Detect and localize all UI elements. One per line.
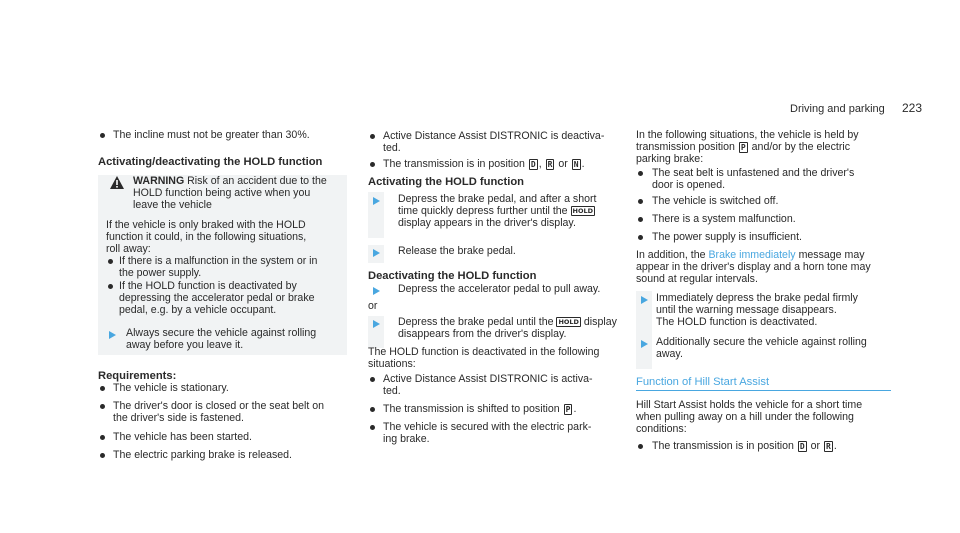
bullet — [370, 134, 375, 139]
c3-step1-1: Immediately depress the brake pedal firmly — [656, 292, 858, 304]
gear-r-icon: R — [547, 160, 553, 169]
c3-step1-3: The HOLD function is deactivated. — [656, 316, 818, 328]
c3-hill-2: when pulling away on a hill under the following — [636, 411, 854, 423]
c2-b1-2: ted. — [383, 142, 401, 154]
c2-s1-2: time quickly depress further until the HOLD — [398, 205, 594, 217]
gear-p-icon: P — [565, 405, 571, 414]
running-header — [790, 103, 885, 116]
warning-b1-2: the power supply. — [119, 267, 202, 279]
c3-intro-1: In the following situations, the vehicle is held by — [636, 129, 859, 141]
c3-hill-b: The transmission is in position D or R . — [652, 440, 837, 452]
bullet — [100, 133, 105, 138]
bullet — [370, 377, 375, 382]
c3-b1-1: The seat belt is unfastened and the driver's — [652, 167, 855, 179]
bullet — [108, 259, 113, 264]
c3-step2-2: away. — [656, 348, 683, 360]
section-name: Driving and parking — [790, 103, 885, 115]
c2-d2: The transmission is shifted to position P . — [383, 403, 577, 415]
c2-s2: Release the brake pedal. — [398, 245, 516, 257]
gear-r-icon: R — [826, 442, 831, 451]
c3-hill-1: Hill Start Assist holds the vehicle for a short time — [636, 399, 863, 411]
heading-activating-deactivating: Activating/deactivating the HOLD function — [98, 156, 323, 168]
bullet — [638, 199, 643, 204]
step-arrow-icon — [373, 249, 380, 257]
c2-s4-1: Depress the brake pedal until the HOLD display — [398, 316, 617, 328]
req-2-2: the driver's side is fastened. — [113, 412, 244, 424]
c2-b2: The transmission is in position D , R or N . — [383, 158, 585, 170]
step-arrow-icon — [373, 197, 380, 205]
warning-b1-1: If there is a malfunction in the system or in — [119, 255, 318, 267]
c2-or: or — [368, 300, 378, 312]
step-arrow-icon — [109, 331, 116, 339]
bullet — [100, 435, 105, 440]
c3-intro-3: parking brake: — [636, 153, 704, 165]
warning-line3: leave the vehicle — [133, 199, 212, 211]
c3-addition-3: sound at regular intervals. — [636, 273, 758, 285]
c2-s1-3: display appears in the driver's display. — [398, 217, 576, 229]
c3-intro-2: transmission position P and/or by the electric — [636, 141, 850, 153]
warning-line1: WARNING Risk of an accident due to the — [133, 175, 327, 187]
requirements-heading: Requirements: — [98, 370, 177, 382]
gear-d-icon: D — [799, 442, 805, 451]
c2-d3-1: The vehicle is secured with the electric park- — [383, 421, 592, 433]
hold-icon: HOLD — [572, 207, 594, 215]
req-2-1: The driver's door is closed or the seat belt on — [113, 400, 325, 412]
gear-p-icon: P — [740, 143, 746, 152]
gear-d-icon: D — [530, 160, 536, 169]
warning-step-2: away before you leave it. — [126, 339, 244, 351]
bullet — [100, 386, 105, 391]
c2-s1-1: Depress the brake pedal, and after a short — [398, 193, 597, 205]
warning-body-2: function it could, in the following situations, — [106, 231, 307, 243]
incline-text: The incline must not be greater than 30%. — [113, 129, 310, 141]
warning-title: WARNING — [133, 175, 185, 187]
c3-addition-2: appear in the driver's display and a horn tone may — [636, 261, 871, 273]
warning-body-1: If the vehicle is only braked with the HOLD — [106, 219, 306, 231]
warning-body-3: roll away: — [106, 243, 151, 255]
c3-step1-2: until the warning message disappears. — [656, 304, 837, 316]
warning-b2-2: depressing the accelerator pedal or brake — [119, 292, 315, 304]
page-number: 223 — [902, 101, 923, 115]
req-4: The electric parking brake is released. — [113, 449, 293, 461]
c3-addition-1: In addition, the Brake immediately message may — [636, 249, 865, 261]
warning-icon — [110, 176, 124, 189]
section-title-hill-start-assist: Function of Hill Start Assist — [636, 376, 770, 388]
req-1: The vehicle is stationary. — [113, 382, 229, 394]
c3-b2: The vehicle is switched off. — [652, 195, 779, 207]
bullet — [108, 284, 113, 289]
warning-line2: HOLD function being active when you — [133, 187, 311, 199]
bullet — [638, 171, 643, 176]
warning-step-1: Always secure the vehicle against rolling — [126, 327, 317, 339]
heading-activating-hold: Activating the HOLD function — [368, 176, 524, 188]
c3-b3: There is a system malfunction. — [652, 213, 796, 225]
step-arrow-icon — [373, 287, 380, 295]
bullet — [370, 407, 375, 412]
brake-immediately-message: Brake immediately — [708, 249, 796, 261]
c2-d1-1: Active Distance Assist DISTRONIC is activa- — [383, 373, 593, 385]
c3-b4: The power supply is insufficient. — [652, 231, 802, 243]
heading-deactivating-hold: Deactivating the HOLD function — [368, 270, 537, 282]
step-arrow-icon — [641, 296, 648, 304]
warning-b2-3: pedal, e.g. by a vehicle occupant. — [119, 304, 277, 316]
warning-b2-1: If the HOLD function is deactivated by — [119, 280, 297, 292]
step-arrow-icon — [373, 320, 380, 328]
c3-step2-1: Additionally secure the vehicle against rolling — [656, 336, 867, 348]
bullet — [100, 453, 105, 458]
c2-d1-2: ted. — [383, 385, 401, 397]
c3-hill-3: conditions: — [636, 423, 687, 435]
hold-icon: HOLD — [558, 318, 579, 326]
bullet — [638, 217, 643, 222]
req-3: The vehicle has been started. — [113, 431, 252, 443]
bullet — [370, 425, 375, 430]
bullet — [100, 404, 105, 409]
c2-s4-2: disappears from the driver's display. — [398, 328, 567, 340]
bullet — [370, 162, 375, 167]
c3-b1-2: door is opened. — [652, 179, 726, 191]
c2-s3: Depress the accelerator pedal to pull away. — [398, 283, 601, 295]
step-arrow-icon — [641, 340, 648, 348]
section-rule — [636, 390, 891, 391]
bullet — [638, 444, 643, 449]
c2-b1-1: Active Distance Assist DISTRONIC is deactiva- — [383, 130, 605, 142]
c2-d3-2: ing brake. — [383, 433, 430, 445]
bullet — [638, 235, 643, 240]
gear-n-icon: N — [573, 160, 579, 169]
c2-deact-intro-2: situations: — [368, 358, 416, 370]
c2-deact-intro-1: The HOLD function is deactivated in the following — [368, 346, 600, 358]
